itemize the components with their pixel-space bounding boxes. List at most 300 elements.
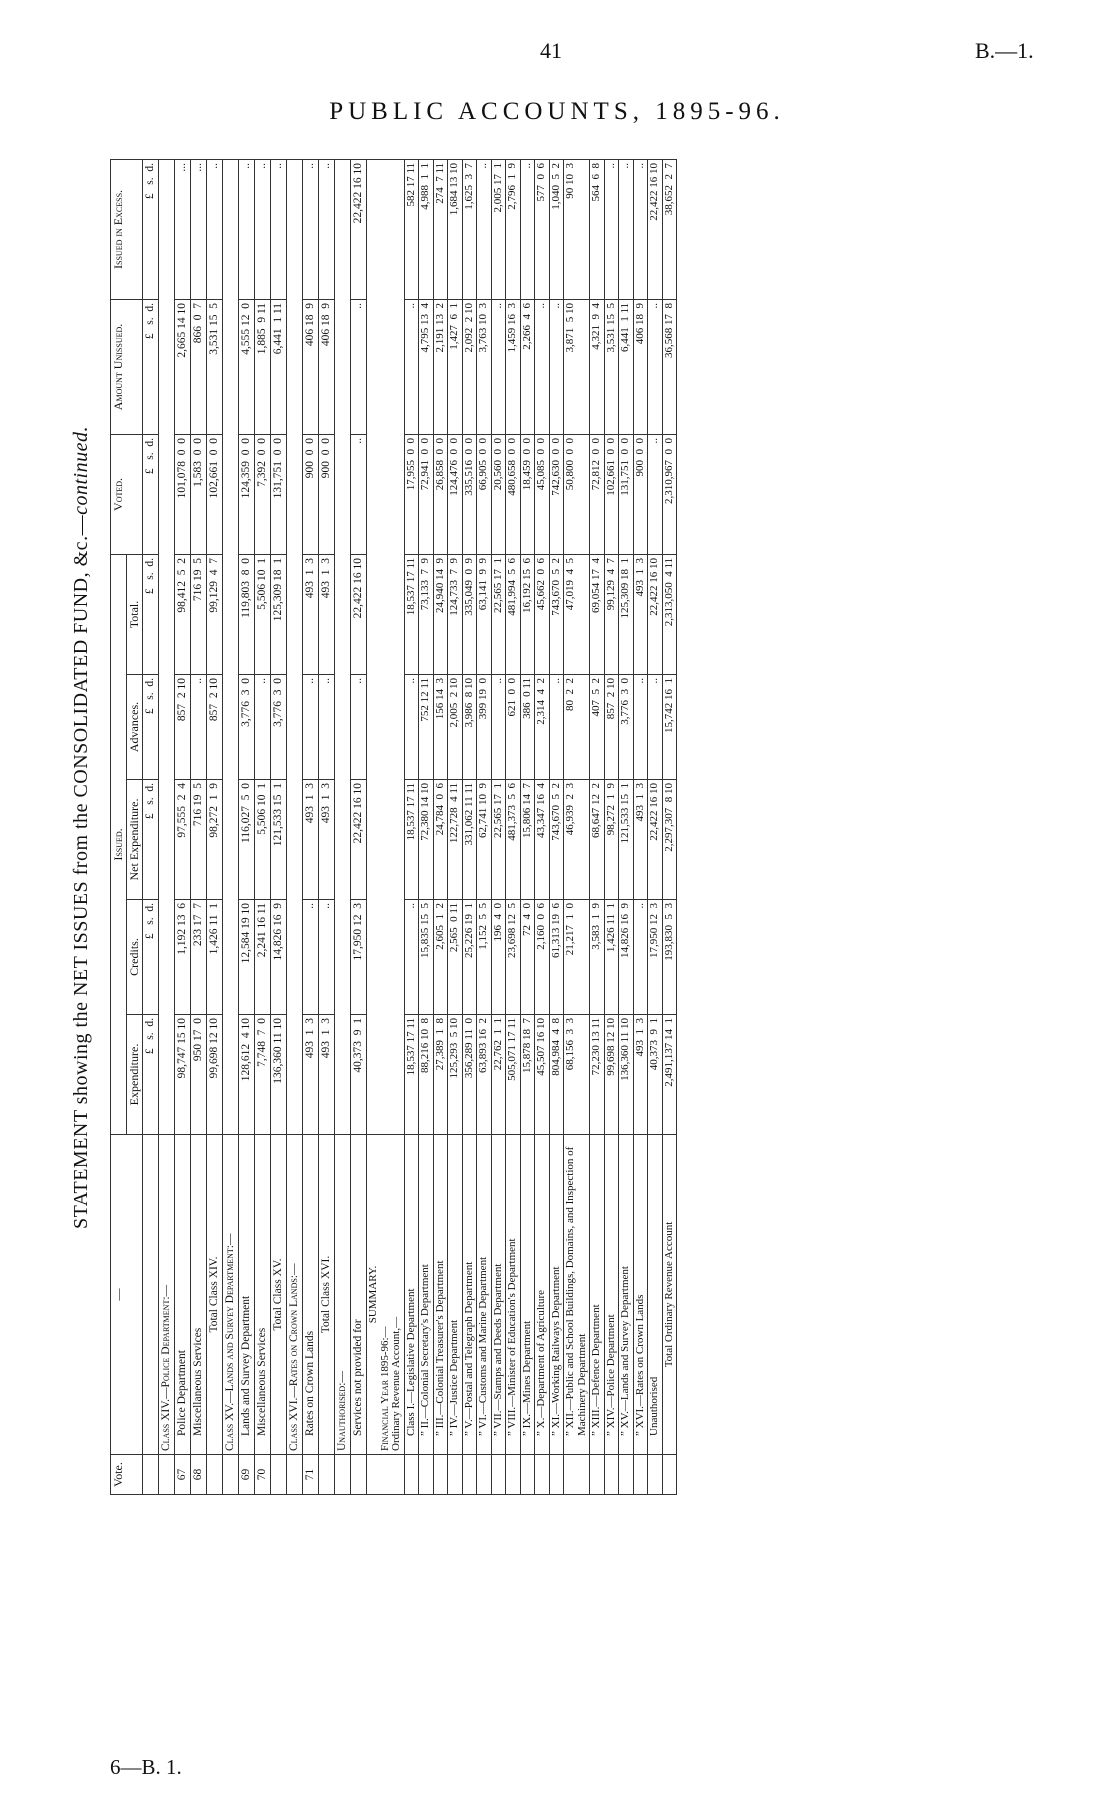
amount-tot: 22,422 16 10 — [648, 554, 663, 674]
table-row — [287, 159, 303, 1494]
lsd-spacer — [143, 1135, 159, 1455]
table-row — [255, 159, 271, 1494]
amount-cred: .. — [319, 900, 335, 1015]
amount-excess: 4,988 1 1 — [419, 159, 434, 299]
header-credits: Credits. — [127, 900, 143, 1015]
row-description: ” V.—Postal and Telegraph Department — [462, 1135, 477, 1455]
amount-adv: .. — [319, 675, 335, 780]
amount-excess: ... — [175, 159, 191, 299]
amount-excess: .. — [520, 159, 535, 299]
amount-adv: 621 0 0 — [506, 675, 521, 780]
statement-continued: continued. — [70, 426, 92, 515]
amount-cred: 15,835 15 5 — [419, 900, 434, 1015]
vote-number — [535, 1455, 550, 1495]
amount-adv: 80 2 2 — [564, 675, 590, 780]
summary-row — [419, 159, 434, 1494]
amount-unissued: 406 18 9 — [319, 299, 335, 434]
amount-net: 22,565 17 1 — [491, 780, 506, 900]
vote-number — [491, 1455, 506, 1495]
row-description: ” VI.—Customs and Marine Department — [477, 1135, 492, 1455]
vote-number — [335, 1455, 351, 1495]
table-row — [335, 159, 351, 1494]
row-description: ” IX.—Mines Department — [520, 1135, 535, 1455]
row-description: ” VII.—Stamps and Deeds Department — [491, 1135, 506, 1455]
amount-unissued: .. — [404, 299, 419, 434]
amount-exp: 15,878 18 7 — [520, 1015, 535, 1135]
summary-row — [491, 159, 506, 1494]
amount-exp: 63,893 16 2 — [477, 1015, 492, 1135]
amount-unissued: 36,568 17 8 — [662, 299, 677, 434]
amount-excess: .. — [619, 159, 634, 299]
amount-voted: 335,516 0 0 — [462, 434, 477, 554]
amount-cred: 193,830 5 3 — [662, 900, 677, 1015]
amount-cred: 233 17 7 — [191, 900, 207, 1015]
amount-excess: .. — [604, 159, 619, 299]
amount-voted: 17,955 0 0 — [404, 434, 419, 554]
row-description: Class XVI.—Rates on Crown Lands:— — [287, 1135, 303, 1455]
amount-net: 5,506 10 1 — [255, 780, 271, 900]
amount-unissued: 4,321 9 4 — [590, 299, 605, 434]
lsd-label: £ s. d. — [143, 1015, 159, 1135]
summary-row — [506, 159, 521, 1494]
amount-tot: 335,049 0 9 — [462, 554, 477, 674]
amount-exp: 505,071 17 11 — [506, 1015, 521, 1135]
row-description: Class I.—Legislative Department — [404, 1135, 419, 1455]
summary-vote-cell — [367, 1455, 405, 1495]
row-description: Total Ordinary Revenue Account — [662, 1135, 677, 1455]
amount-tot: 493 1 3 — [303, 554, 319, 674]
summary-row — [477, 159, 492, 1494]
amount-exp: 27,389 1 8 — [433, 1015, 448, 1135]
vote-number — [207, 1455, 223, 1495]
row-description: Total Class XVI. — [319, 1135, 335, 1455]
amount-exp: 136,360 11 10 — [619, 1015, 634, 1135]
amount-voted: 900 0 0 — [303, 434, 319, 554]
amount-net: 18,537 17 11 — [404, 780, 419, 900]
statement-title — [70, 160, 93, 1495]
amount-exp: 22,762 1 1 — [491, 1015, 506, 1135]
vote-number — [619, 1455, 634, 1495]
amount-adv: 15,742 16 1 — [662, 675, 677, 780]
table-row — [191, 159, 207, 1494]
amount-unissued: 406 18 9 — [633, 299, 648, 434]
amount-net: 493 1 3 — [633, 780, 648, 900]
row-description: ” VIII.—Minister of Education's Department — [506, 1135, 521, 1455]
amount-tot: 124,733 7 9 — [448, 554, 463, 674]
vote-rows — [159, 159, 367, 1494]
amount-tot: 2,313,050 4 11 — [662, 554, 677, 674]
amount-unissued: 2,191 13 2 — [433, 299, 448, 434]
vote-number — [564, 1455, 590, 1495]
header-description: — — [111, 1135, 143, 1455]
amount-voted: 102,661 0 0 — [207, 434, 223, 554]
amount-net: 2,297,307 8 10 — [662, 780, 677, 900]
amount-cred: .. — [404, 900, 419, 1015]
amount-exp: 98,747 15 10 — [175, 1015, 191, 1135]
amount-voted: 18,459 0 0 — [520, 434, 535, 554]
amount-exp: 493 1 3 — [303, 1015, 319, 1135]
amount-cred: 1,192 13 6 — [175, 900, 191, 1015]
amount-unissued: 6,441 1 11 — [619, 299, 634, 434]
table-row — [159, 159, 175, 1494]
lsd-label: £ s. d. — [143, 675, 159, 780]
amount-unissued: .. — [535, 299, 550, 434]
amount-voted: 742,630 0 0 — [549, 434, 564, 554]
table-row — [223, 159, 239, 1494]
amount-cred: 72 4 0 — [520, 900, 535, 1015]
statement-title-text: STATEMENT showing the NET ISSUES from the CONSOLIDATED FUND, &c.— — [70, 514, 92, 1229]
amount-cred: 17,950 12 3 — [351, 900, 367, 1015]
vote-number — [287, 1455, 303, 1495]
vote-number — [448, 1455, 463, 1495]
vote-number: 69 — [239, 1455, 255, 1495]
amount-voted: 20,560 0 0 — [491, 434, 506, 554]
amount-net: 68,647 12 2 — [590, 780, 605, 900]
amount-exp: 18,537 17 11 — [404, 1015, 419, 1135]
amount-exp: 356,289 11 0 — [462, 1015, 477, 1135]
amount-unissued: 4,795 13 4 — [419, 299, 434, 434]
vote-number: 71 — [303, 1455, 319, 1495]
amount-net: 98,272 1 9 — [604, 780, 619, 900]
row-description: Total Class XV. — [271, 1135, 287, 1455]
footer-reference: 6—B. 1. — [110, 1755, 182, 1779]
amount-net: 493 1 3 — [303, 780, 319, 900]
amount-net: 24,784 0 6 — [433, 780, 448, 900]
amount-voted: 72,812 0 0 — [590, 434, 605, 554]
row-description: ” XIV.—Police Department — [604, 1135, 619, 1455]
summary-row — [549, 159, 564, 1494]
amount-tot: 18,537 17 11 — [404, 554, 419, 674]
vote-number — [648, 1455, 663, 1495]
row-description: ” XIII.—Defence Department — [590, 1135, 605, 1455]
amount-unissued: 3,871 5 10 — [564, 299, 590, 434]
amount-tot: 125,309 18 1 — [619, 554, 634, 674]
amount-excess: 2,005 17 1 — [491, 159, 506, 299]
header-vote: Vote. — [111, 1455, 143, 1495]
amount-exp: 493 1 3 — [633, 1015, 648, 1135]
amount-unissued: 3,531 15 5 — [604, 299, 619, 434]
amount-unissued: 6,441 1 11 — [271, 299, 287, 434]
amount-cred: 25,226 19 1 — [462, 900, 477, 1015]
summary-heading-cell — [367, 1135, 405, 1455]
row-description: Miscellaneous Services — [191, 1135, 207, 1455]
header-issued-in-excess: Issued in Excess. — [111, 159, 143, 299]
amount-net: 62,741 10 9 — [477, 780, 492, 900]
class-heading-spacer — [287, 159, 303, 1134]
amount-tot: 125,309 18 1 — [271, 554, 287, 674]
amount-cred: 2,160 0 6 — [535, 900, 550, 1015]
summary-row — [619, 159, 634, 1494]
amount-exp: 45,507 16 10 — [535, 1015, 550, 1135]
amount-cred: .. — [633, 900, 648, 1015]
amount-net: 72,380 14 10 — [419, 780, 434, 900]
header-amount-unissued: Amount Unissued. — [111, 299, 143, 434]
amount-cred: 2,241 16 11 — [255, 900, 271, 1015]
amount-tot: 73,133 7 9 — [419, 554, 434, 674]
amount-adv: 857 2 10 — [604, 675, 619, 780]
page-number: 41 — [540, 38, 562, 63]
amount-adv: 857 2 10 — [175, 675, 191, 780]
amount-unissued: 1,885 9 11 — [255, 299, 271, 434]
amount-cred: 14,826 16 9 — [271, 900, 287, 1015]
amount-cred: 1,426 11 1 — [207, 900, 223, 1015]
amount-tot: 99,129 4 7 — [604, 554, 619, 674]
amount-adv: 386 0 11 — [520, 675, 535, 780]
summary-row — [520, 159, 535, 1494]
amount-tot: 743,670 5 2 — [549, 554, 564, 674]
amount-unissued: .. — [549, 299, 564, 434]
table-row — [175, 159, 191, 1494]
amount-exp: 88,216 10 8 — [419, 1015, 434, 1135]
amount-adv: 857 2 10 — [207, 675, 223, 780]
row-description: Unauthorised — [648, 1135, 663, 1455]
amount-net: 493 1 3 — [319, 780, 335, 900]
vote-number: 70 — [255, 1455, 271, 1495]
amount-adv: .. — [549, 675, 564, 780]
row-description: ” II.—Colonial Secretary's Department — [419, 1135, 434, 1455]
amount-excess: 2,796 1 9 — [506, 159, 521, 299]
amount-voted: 26,858 0 0 — [433, 434, 448, 554]
amount-adv: 3,986 8 10 — [462, 675, 477, 780]
amount-adv: 2,005 2 10 — [448, 675, 463, 780]
amount-net: 121,533 15 1 — [619, 780, 634, 900]
summary-row — [448, 159, 463, 1494]
row-description: Rates on Crown Lands — [303, 1135, 319, 1455]
amount-tot: 63,141 9 9 — [477, 554, 492, 674]
amount-voted: .. — [351, 434, 367, 554]
amount-voted: 72,941 0 0 — [419, 434, 434, 554]
amount-excess: .. — [303, 159, 319, 299]
amount-excess: 1,625 3 7 — [462, 159, 477, 299]
row-description: Unauthorised:— — [335, 1135, 351, 1455]
row-description: Miscellaneous Services — [255, 1135, 271, 1455]
amount-adv: .. — [255, 675, 271, 780]
amount-cred: 2,605 1 2 — [433, 900, 448, 1015]
row-description: ” X.—Department of Agriculture — [535, 1135, 550, 1455]
amount-voted: 131,751 0 0 — [619, 434, 634, 554]
amount-net: 331,062 11 11 — [462, 780, 477, 900]
amount-excess: .. — [319, 159, 335, 299]
amount-adv: .. — [191, 675, 207, 780]
amount-net: 121,533 15 1 — [271, 780, 287, 900]
row-description: Total Class XIV. — [207, 1135, 223, 1455]
amount-tot: 98,412 5 2 — [175, 554, 191, 674]
vote-number — [549, 1455, 564, 1495]
amount-net: 481,373 5 6 — [506, 780, 521, 900]
amount-cred: 17,950 12 3 — [648, 900, 663, 1015]
summary-heading: SUMMARY. — [367, 1265, 379, 1324]
lsd-spacer — [143, 1455, 159, 1495]
summary-row — [462, 159, 477, 1494]
lsd-label: £ s. d. — [143, 299, 159, 434]
row-description: Class XIV.—Police Department:— — [159, 1135, 175, 1455]
amount-unissued: .. — [491, 299, 506, 434]
amount-excess: .. — [255, 159, 271, 299]
summary-row — [564, 159, 590, 1494]
amount-excess: 38,652 2 7 — [662, 159, 677, 299]
amount-exp: 72,230 13 11 — [590, 1015, 605, 1135]
amount-voted: 480,658 0 0 — [506, 434, 521, 554]
amount-voted: .. — [648, 434, 663, 554]
amount-cred: 2,565 0 11 — [448, 900, 463, 1015]
amount-adv: .. — [303, 675, 319, 780]
amount-excess: 90 10 3 — [564, 159, 590, 299]
table-row — [207, 159, 223, 1494]
lsd-label: £ s. d. — [143, 780, 159, 900]
vote-number — [223, 1455, 239, 1495]
amount-exp: 40,373 9 1 — [648, 1015, 663, 1135]
amount-cred: 3,583 1 9 — [590, 900, 605, 1015]
amount-voted: 2,310,967 0 0 — [662, 434, 677, 554]
header-voted: Voted. — [111, 434, 143, 554]
amount-exp: 128,612 4 10 — [239, 1015, 255, 1135]
vote-number — [462, 1455, 477, 1495]
amount-tot: 16,192 15 6 — [520, 554, 535, 674]
amount-tot: 22,565 17 1 — [491, 554, 506, 674]
amount-excess: ... — [191, 159, 207, 299]
summary-row — [590, 159, 605, 1494]
summary-row — [604, 159, 619, 1494]
amount-tot: 119,803 8 0 — [239, 554, 255, 674]
amount-exp: 7,748 7 0 — [255, 1015, 271, 1135]
amount-net: 716 19 5 — [191, 780, 207, 900]
vote-number — [433, 1455, 448, 1495]
amount-exp: 2,491,137 14 1 — [662, 1015, 677, 1135]
table-row — [319, 159, 335, 1494]
amount-unissued: 866 0 7 — [191, 299, 207, 434]
amount-excess: 1,040 5 2 — [549, 159, 564, 299]
amount-tot: 99,129 4 7 — [207, 554, 223, 674]
amount-voted: 45,085 0 0 — [535, 434, 550, 554]
table-row — [239, 159, 255, 1494]
amount-net: 97,555 2 4 — [175, 780, 191, 900]
summary-row — [648, 159, 663, 1494]
table-row — [303, 159, 319, 1494]
amount-exp: 125,293 5 10 — [448, 1015, 463, 1135]
header-total: Total. — [127, 554, 143, 674]
amount-net: 22,422 16 10 — [648, 780, 663, 900]
lsd-label: £ s. d. — [143, 900, 159, 1015]
vote-number — [633, 1455, 648, 1495]
amount-adv: 407 5 2 — [590, 675, 605, 780]
amount-unissued: .. — [648, 299, 663, 434]
amount-cred: 1,426 11 1 — [604, 900, 619, 1015]
amount-cred: 196 4 0 — [491, 900, 506, 1015]
amount-tot: 493 1 3 — [633, 554, 648, 674]
class-heading-spacer — [223, 159, 239, 1134]
amount-excess: .. — [271, 159, 287, 299]
amount-exp: 99,698 12 10 — [207, 1015, 223, 1135]
amount-voted: 900 0 0 — [633, 434, 648, 554]
amount-unissued: 1,459 16 3 — [506, 299, 521, 434]
amount-net: 743,670 5 2 — [549, 780, 564, 900]
vote-number — [477, 1455, 492, 1495]
summary-ordinary-account: Ordinary Revenue Account,— — [390, 1316, 402, 1451]
amount-voted: 900 0 0 — [319, 434, 335, 554]
vote-number — [159, 1455, 175, 1495]
row-description: ” XII.—Public and School Buildings, Domains, and Inspection of Machinery Department — [564, 1135, 590, 1455]
header-issued: Issued. — [111, 554, 127, 1134]
amount-exp: 136,360 11 10 — [271, 1015, 287, 1135]
summary-row — [535, 159, 550, 1494]
amount-unissued: 406 18 9 — [303, 299, 319, 434]
class-heading-spacer — [335, 159, 351, 1134]
amount-excess: 274 7 11 — [433, 159, 448, 299]
amount-cred: 1,152 5 5 — [477, 900, 492, 1015]
lsd-label: £ s. d. — [143, 554, 159, 674]
amount-voted: 101,078 0 0 — [175, 434, 191, 554]
lsd-label: £ s. d. — [143, 434, 159, 554]
amount-voted: 66,905 0 0 — [477, 434, 492, 554]
row-description: Police Department — [175, 1135, 191, 1455]
amount-tot: 5,506 10 1 — [255, 554, 271, 674]
amount-excess: 22,422 16 10 — [351, 159, 367, 299]
vote-number — [404, 1455, 419, 1495]
amount-exp: 493 1 3 — [319, 1015, 335, 1135]
amount-net: 98,272 1 9 — [207, 780, 223, 900]
row-description: Lands and Survey Department — [239, 1135, 255, 1455]
amount-unissued: 2,665 14 10 — [175, 299, 191, 434]
vote-number: 67 — [175, 1455, 191, 1495]
amount-net: 46,939 2 3 — [564, 780, 590, 900]
vote-number — [419, 1455, 434, 1495]
amount-tot: 481,994 5 6 — [506, 554, 521, 674]
amount-tot: 69,054 17 4 — [590, 554, 605, 674]
document-reference: B.—1. — [975, 38, 1034, 63]
amount-adv: 752 12 11 — [419, 675, 434, 780]
amount-cred: 14,826 16 9 — [619, 900, 634, 1015]
amount-net: 43,347 16 4 — [535, 780, 550, 900]
amount-tot: 716 19 5 — [191, 554, 207, 674]
table-row — [351, 159, 367, 1494]
amount-unissued: 1,427 6 1 — [448, 299, 463, 434]
summary-heading-spacer — [367, 159, 405, 1134]
summary-row — [433, 159, 448, 1494]
row-description: ” XV.—Lands and Survey Department — [619, 1135, 634, 1455]
amount-unissued: 2,266 4 6 — [520, 299, 535, 434]
amount-voted: 102,661 0 0 — [604, 434, 619, 554]
amount-exp: 804,984 4 8 — [549, 1015, 564, 1135]
amount-adv: 3,776 3 0 — [239, 675, 255, 780]
amount-net: 22,422 16 10 — [351, 780, 367, 900]
amount-exp: 99,698 12 10 — [604, 1015, 619, 1135]
lsd-label: £ s. d. — [143, 159, 159, 299]
vote-number — [319, 1455, 335, 1495]
amount-adv: 3,776 3 0 — [271, 675, 287, 780]
running-title: PUBLIC ACCOUNTS, 1895-96. — [329, 98, 785, 125]
amount-net: 15,806 14 7 — [520, 780, 535, 900]
amount-excess: .. — [239, 159, 255, 299]
amount-tot: 24,940 14 9 — [433, 554, 448, 674]
row-description: ” XI.—Working Railways Department — [549, 1135, 564, 1455]
row-description: ” III.—Colonial Treasurer's Department — [433, 1135, 448, 1455]
row-description: Services not provided for — [351, 1135, 367, 1455]
amount-tot: 45,662 0 6 — [535, 554, 550, 674]
amount-adv: .. — [404, 675, 419, 780]
vote-number — [662, 1455, 677, 1495]
amount-unissued: 3,531 15 5 — [207, 299, 223, 434]
amount-adv: 2,314 4 2 — [535, 675, 550, 780]
amount-adv: .. — [491, 675, 506, 780]
vote-number — [590, 1455, 605, 1495]
amount-voted: 124,476 0 0 — [448, 434, 463, 554]
amount-unissued: 2,092 2 10 — [462, 299, 477, 434]
amount-cred: .. — [303, 900, 319, 1015]
amount-exp: 950 17 0 — [191, 1015, 207, 1135]
amount-adv: .. — [648, 675, 663, 780]
amount-net: 116,027 5 0 — [239, 780, 255, 900]
amount-exp: 40,373 9 1 — [351, 1015, 367, 1135]
